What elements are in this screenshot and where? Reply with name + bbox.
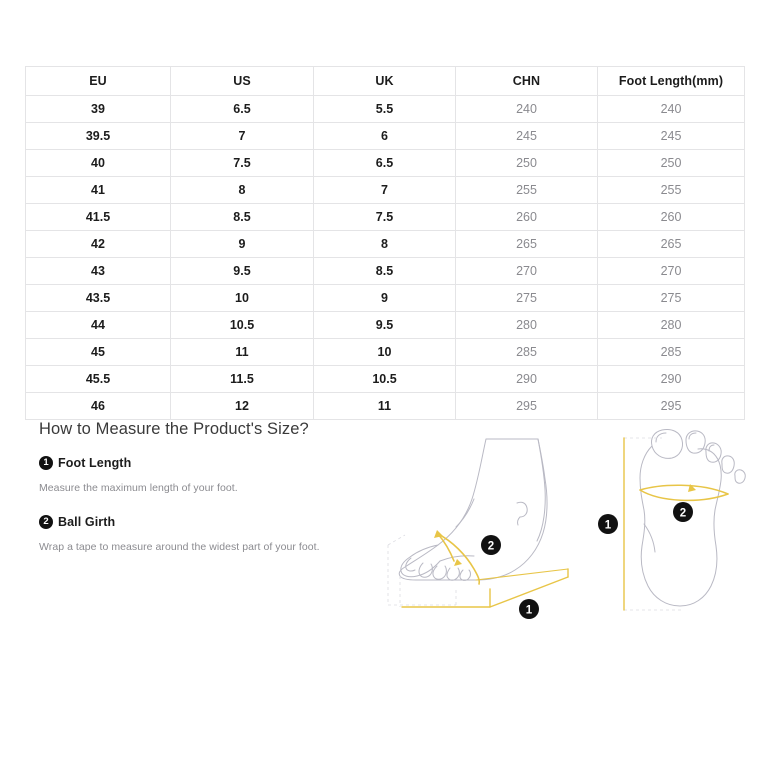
cell-chn: 285 bbox=[456, 339, 598, 366]
table-row bbox=[26, 285, 745, 312]
cell-foot-length: 260 bbox=[598, 204, 745, 231]
column-header-uk: UK bbox=[314, 67, 456, 96]
table-row bbox=[26, 231, 745, 258]
cell-foot-length: 295 bbox=[598, 393, 745, 420]
cell-chn: 280 bbox=[456, 312, 598, 339]
cell-eu: 41 bbox=[26, 177, 171, 204]
cell-uk: 5.5 bbox=[314, 96, 456, 123]
cell-eu: 45 bbox=[26, 339, 171, 366]
cell-eu: 39 bbox=[26, 96, 171, 123]
cell-uk: 8.5 bbox=[314, 258, 456, 285]
table-row bbox=[26, 177, 745, 204]
cell-us: 9.5 bbox=[171, 258, 314, 285]
cell-eu: 46 bbox=[26, 393, 171, 420]
cell-chn: 270 bbox=[456, 258, 598, 285]
cell-uk: 9 bbox=[314, 285, 456, 312]
cell-chn: 245 bbox=[456, 123, 598, 150]
cell-uk: 6.5 bbox=[314, 150, 456, 177]
length-measure-line bbox=[402, 569, 568, 607]
badge-2-label: 2 bbox=[487, 540, 495, 553]
table-row bbox=[26, 96, 745, 123]
number-badge-2-diagram-icon bbox=[673, 502, 693, 522]
cell-eu: 43.5 bbox=[26, 285, 171, 312]
cell-us: 11 bbox=[171, 339, 314, 366]
cell-chn: 290 bbox=[456, 366, 598, 393]
cell-us: 7 bbox=[171, 123, 314, 150]
number-badge-1-icon: 1 bbox=[39, 456, 53, 470]
step-description: Measure the maximum length of your foot. bbox=[39, 482, 238, 494]
cell-foot-length: 255 bbox=[598, 177, 745, 204]
table-row bbox=[26, 204, 745, 231]
cell-eu: 40 bbox=[26, 150, 171, 177]
foot-side-outline-icon bbox=[399, 439, 547, 580]
cell-us: 9 bbox=[171, 231, 314, 258]
table-row bbox=[26, 339, 745, 366]
table-row bbox=[26, 258, 745, 285]
cell-us: 12 bbox=[171, 393, 314, 420]
footprint-outline-icon bbox=[640, 429, 745, 606]
size-chart-table-container bbox=[25, 66, 744, 420]
step-title-text: Ball Girth bbox=[58, 515, 116, 529]
size-table-body bbox=[26, 96, 745, 420]
table-row bbox=[26, 150, 745, 177]
cell-us: 8 bbox=[171, 177, 314, 204]
cell-foot-length: 245 bbox=[598, 123, 745, 150]
cell-chn: 295 bbox=[456, 393, 598, 420]
cell-eu: 44 bbox=[26, 312, 171, 339]
column-header-foot-length: Foot Length(mm) bbox=[598, 67, 745, 96]
step-title-text: Foot Length bbox=[58, 456, 132, 470]
length-measure-side-edge bbox=[476, 569, 568, 580]
badge-2-label: 2 bbox=[679, 507, 687, 520]
cell-foot-length: 280 bbox=[598, 312, 745, 339]
number-badge-2-diagram-icon bbox=[481, 535, 501, 555]
number-badge-2-icon: 2 bbox=[39, 515, 53, 529]
cell-chn: 260 bbox=[456, 204, 598, 231]
table-row bbox=[26, 366, 745, 393]
cell-chn: 265 bbox=[456, 231, 598, 258]
cell-eu: 39.5 bbox=[26, 123, 171, 150]
table-header-row bbox=[26, 67, 745, 96]
column-header-chn: CHN bbox=[456, 67, 598, 96]
cell-foot-length: 270 bbox=[598, 258, 745, 285]
cell-us: 6.5 bbox=[171, 96, 314, 123]
step-description: Wrap a tape to measure around the widest part of your foot. bbox=[39, 541, 320, 553]
column-header-eu: EU bbox=[26, 67, 171, 96]
cell-foot-length: 265 bbox=[598, 231, 745, 258]
cell-uk: 7.5 bbox=[314, 204, 456, 231]
cell-foot-length: 285 bbox=[598, 339, 745, 366]
cell-uk: 11 bbox=[314, 393, 456, 420]
cell-uk: 7 bbox=[314, 177, 456, 204]
foot-top-view-diagram bbox=[600, 424, 762, 622]
cell-us: 8.5 bbox=[171, 204, 314, 231]
cell-chn: 250 bbox=[456, 150, 598, 177]
column-header-us: US bbox=[171, 67, 314, 96]
how-to-measure-heading: How to Measure the Product's Size? bbox=[39, 420, 309, 438]
cell-chn: 275 bbox=[456, 285, 598, 312]
cell-foot-length: 275 bbox=[598, 285, 745, 312]
cell-chn: 255 bbox=[456, 177, 598, 204]
badge-1-label: 1 bbox=[525, 604, 533, 617]
cell-foot-length: 290 bbox=[598, 366, 745, 393]
cell-foot-length: 240 bbox=[598, 96, 745, 123]
table-row bbox=[26, 123, 745, 150]
number-badge-1-diagram-icon bbox=[519, 599, 539, 619]
step-title-row bbox=[39, 455, 238, 471]
cell-foot-length: 250 bbox=[598, 150, 745, 177]
foot-side-view-diagram bbox=[378, 437, 593, 619]
cell-eu: 43 bbox=[26, 258, 171, 285]
table-row bbox=[26, 312, 745, 339]
cell-eu: 41.5 bbox=[26, 204, 171, 231]
cell-us: 11.5 bbox=[171, 366, 314, 393]
length-guide-dashes bbox=[624, 438, 687, 610]
step-title-row bbox=[39, 514, 320, 530]
size-conversion-table bbox=[25, 66, 745, 420]
cell-uk: 8 bbox=[314, 231, 456, 258]
number-badge-1-diagram-icon bbox=[598, 514, 618, 534]
cell-us: 7.5 bbox=[171, 150, 314, 177]
badge-1-label: 1 bbox=[604, 519, 612, 532]
girth-measure-arc bbox=[640, 485, 728, 500]
cell-chn: 240 bbox=[456, 96, 598, 123]
cell-uk: 9.5 bbox=[314, 312, 456, 339]
measure-step-ball-girth bbox=[39, 514, 320, 553]
cell-us: 10.5 bbox=[171, 312, 314, 339]
cell-eu: 45.5 bbox=[26, 366, 171, 393]
cell-us: 10 bbox=[171, 285, 314, 312]
measure-step-foot-length bbox=[39, 455, 238, 494]
cell-uk: 10 bbox=[314, 339, 456, 366]
cell-uk: 10.5 bbox=[314, 366, 456, 393]
table-row bbox=[26, 393, 745, 420]
cell-eu: 42 bbox=[26, 231, 171, 258]
cell-uk: 6 bbox=[314, 123, 456, 150]
